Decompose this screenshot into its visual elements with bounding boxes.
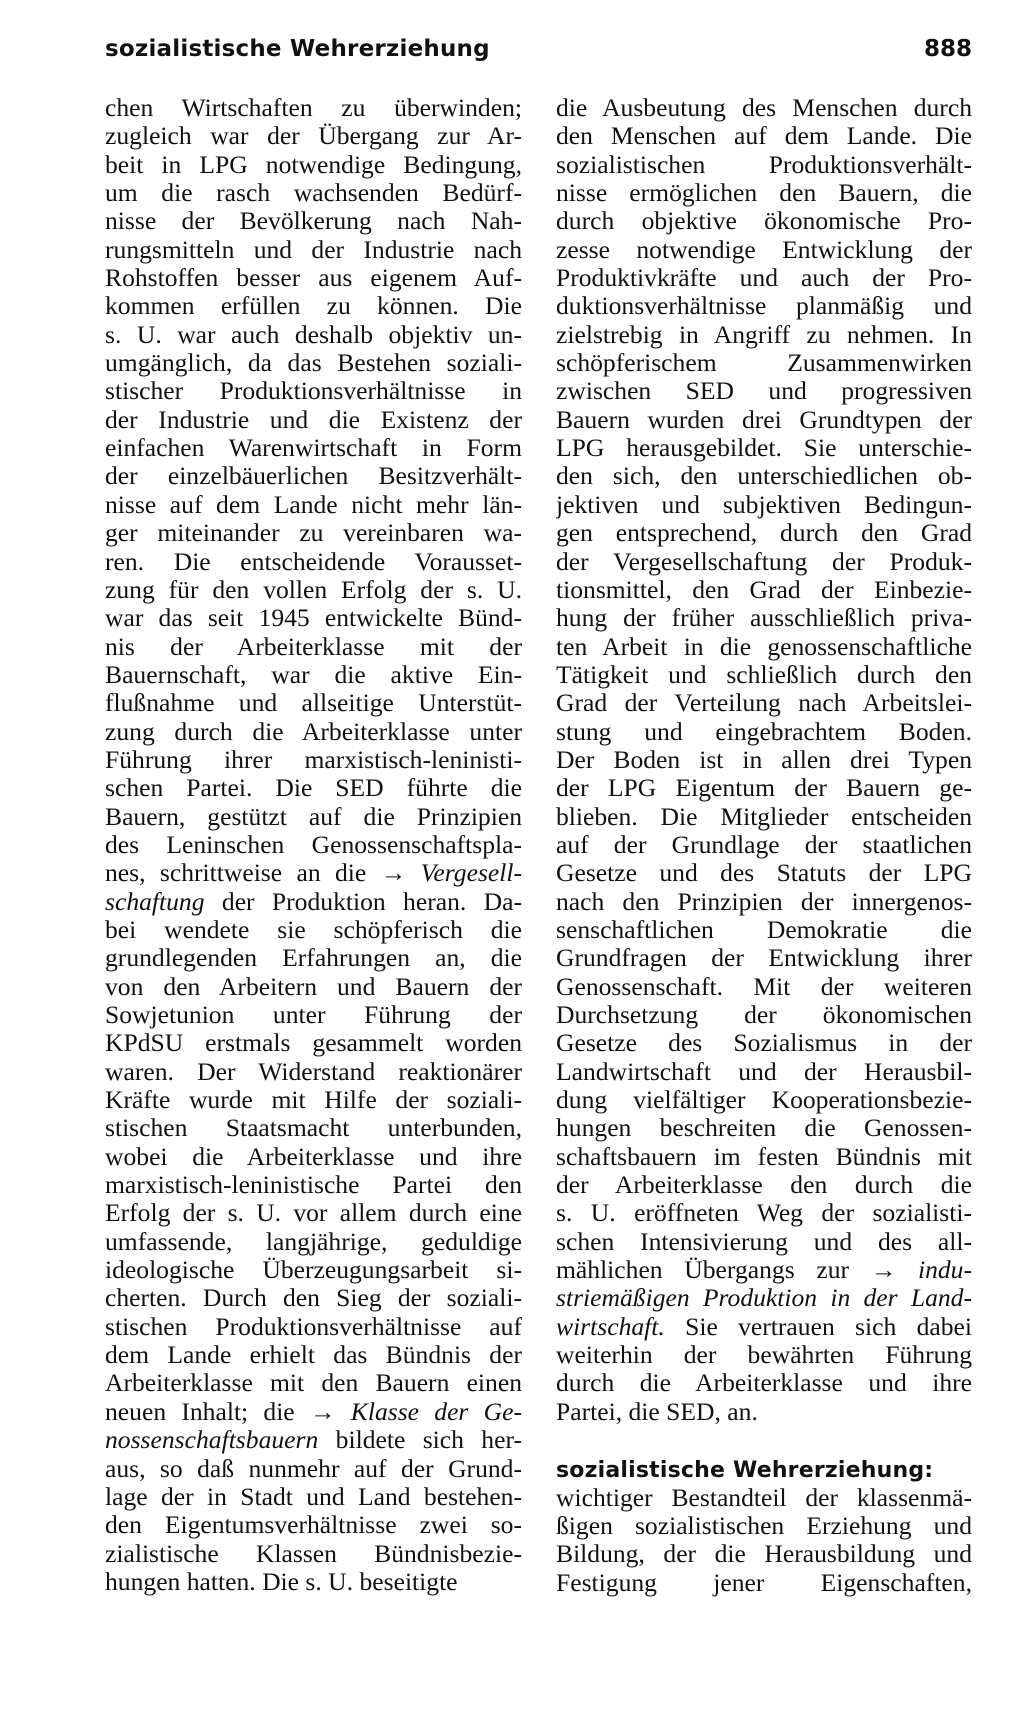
entry-headword-line (556, 1455, 972, 1483)
text-line: grundlegenden Erfahrungen an, die (105, 944, 522, 973)
text-line: aus, so daß nunmehr auf der Grund- (105, 1454, 522, 1483)
text-line: LPG herausgebildet. Sie unterschie- (556, 434, 972, 463)
text-line: zielstrebig in Angriff zu nehmen. In (556, 320, 972, 349)
text-line: durch objektive ökonomische Pro- (556, 207, 972, 236)
text-line: Der Boden ist in allen drei Typen (556, 745, 972, 774)
text-line: s. U. eröffneten Weg der sozialisti- (556, 1199, 972, 1228)
text-line: waren. Der Widerstand reaktionärer (105, 1057, 522, 1086)
text-line: schaftsbauern im festen Bündnis mit (556, 1142, 972, 1171)
text-line: Rohstoffen besser aus eigenem Auf- (105, 264, 522, 293)
running-head-title: sozialistische Wehrerziehung (105, 36, 490, 62)
text-line: der Vergesellschaftung der Produk- (556, 547, 972, 576)
text-line: lage der in Stadt und Land bestehen- (105, 1482, 522, 1511)
text-line: hungen beschreiten die Genossen- (556, 1114, 972, 1143)
text-line: zung durch die Arbeiterklasse unter (105, 717, 522, 746)
text-line: nach den Prinzipien der innergenos- (556, 887, 972, 916)
text-line: ren. Die entscheidende Vorausset- (105, 547, 522, 576)
text-line-with-cross-reference: mählichen Übergangs zur → indu- (556, 1256, 972, 1285)
text-line: marxistisch-leninistische Partei den (105, 1171, 522, 1200)
text-line: Gesetze des Sozialismus in der (556, 1029, 972, 1058)
cross-reference-link[interactable]: wirtschaft. (556, 1312, 665, 1341)
text-line: nisse auf dem Lande nicht mehr län- (105, 490, 522, 519)
text-line: Produktivkräfte und auch der Pro- (556, 264, 972, 293)
cross-reference-link[interactable]: indu- (917, 1256, 972, 1285)
text-line: die Ausbeutung des Menschen durch (556, 94, 972, 122)
text-line: s. U. war auch deshalb objektiv un- (105, 320, 522, 349)
cross-reference-arrow: → (380, 859, 407, 888)
text-line: den Eigentumsverhältnisse zwei so- (105, 1511, 522, 1540)
text-line: zung für den vollen Erfolg der s. U. (105, 575, 522, 604)
text-line: hung der früher ausschließlich priva- (556, 604, 972, 633)
cross-reference-link[interactable]: nossenschaftsbauern (105, 1426, 319, 1455)
text-line: wichtiger Bestandteil der klassenmä- (556, 1483, 972, 1512)
text-line: ger miteinander zu vereinbaren wa- (105, 519, 522, 548)
text-line: dem Lande erhielt das Bündnis der (105, 1341, 522, 1370)
text-line: weiterhin der bewährten Führung (556, 1341, 972, 1370)
cross-reference-link[interactable]: Klasse der Ge- (350, 1397, 522, 1426)
text-line: durch die Arbeiterklasse und ihre (556, 1369, 972, 1398)
text-line: beit in LPG notwendige Bedingung, (105, 150, 522, 179)
text-line: Grad der Verteilung nach Arbeitslei- (556, 689, 972, 718)
text-line: stung und eingebrachtem Boden. (556, 717, 972, 746)
text-line: der LPG Eigentum der Bauern ge- (556, 774, 972, 803)
text-line: Genossenschaft. Mit der weiteren (556, 972, 972, 1001)
text-line: war das seit 1945 entwickelte Bünd- (105, 604, 522, 633)
text-line-with-cross-reference: nossenschaftsbauern bildete sich her- (105, 1426, 522, 1455)
text-line: zwischen SED und progressiven (556, 377, 972, 406)
text-line: umfassende, langjährige, geduldige (105, 1227, 522, 1256)
text-line: stischen Staatsmacht unterbunden, (105, 1114, 522, 1143)
text-line: Bauern, gestützt auf die Prinzipien (105, 802, 522, 831)
text-line: einfachen Warenwirtschaft in Form (105, 434, 522, 463)
text-line: Landwirtschaft und der Herausbil- (556, 1057, 972, 1086)
text-line: den sich, den unterschiedlichen ob- (556, 462, 972, 491)
entry-headword: sozialistische Wehrerziehung: (556, 1458, 934, 1484)
text-line: Arbeiterklasse mit den Bauern einen (105, 1369, 522, 1398)
text-line-with-cross-reference: wirtschaft. Sie vertrauen sich dabei (556, 1312, 972, 1341)
cross-reference-arrow: → (309, 1397, 336, 1426)
right-column (556, 94, 972, 1597)
text-line: auf der Grundlage der staatlichen (556, 830, 972, 859)
text-line: ideologische Überzeugungsarbeit si- (105, 1256, 522, 1285)
text-line: duktionsverhältnisse planmäßig und (556, 292, 972, 321)
text-line: nis der Arbeiterklasse mit der (105, 632, 522, 661)
text-line: bei wendete sie schöpferisch die (105, 915, 522, 944)
text-line: schen Partei. Die SED führte die (105, 774, 522, 803)
cross-reference-link[interactable]: Vergesell- (420, 859, 522, 888)
text-line: der Industrie und die Existenz der (105, 405, 522, 434)
text-line: Partei, die SED, an. (556, 1397, 758, 1426)
left-column (105, 94, 522, 1596)
text-line: chen Wirtschaften zu überwinden; (105, 94, 522, 122)
text-line: ten Arbeit in die genossenschaftliche (556, 632, 972, 661)
text-line: der einzelbäuerlichen Besitzverhält- (105, 462, 522, 491)
text-line: dung vielfältiger Kooperationsbezie- (556, 1086, 972, 1115)
text-line: stischer Produktionsverhältnisse in (105, 377, 522, 406)
text-line: senschaftlichen Demokratie die (556, 915, 972, 944)
text-line: Durchsetzung der ökonomischen (556, 1001, 972, 1029)
text-line: Grundfragen der Entwicklung ihrer (556, 944, 972, 973)
cross-reference-link[interactable]: schaftung (105, 887, 205, 916)
text-line: wobei die Arbeiterklasse und ihre (105, 1142, 522, 1171)
text-line: Bauernschaft, war die aktive Ein- (105, 660, 522, 689)
text-line: flußnahme und allseitige Unterstüt- (105, 689, 522, 718)
cross-reference-arrow: → (870, 1256, 897, 1285)
text-line: Erfolg der s. U. vor allem durch eine (105, 1199, 522, 1228)
text-line: rungsmitteln und der Industrie nach (105, 235, 522, 264)
text-line: schen Intensivierung und des all- (556, 1227, 972, 1256)
text-line: Bildung, der die Herausbildung und (556, 1540, 972, 1569)
text-line: umgänglich, da das Bestehen soziali- (105, 349, 522, 378)
text-line: von den Arbeitern und Bauern der (105, 972, 522, 1001)
text-line: zesse notwendige Entwicklung der (556, 235, 972, 264)
text-line: Gesetze und des Statuts der LPG (556, 859, 972, 888)
text-line: des Leninschen Genossenschaftspla- (105, 830, 522, 859)
text-line: der Arbeiterklasse den durch die (556, 1171, 972, 1200)
text-line: kommen erfüllen zu können. Die (105, 292, 522, 321)
text-line-with-cross-reference: schaftung der Produktion heran. Da- (105, 887, 522, 916)
text-line: stischen Produktionsverhältnisse auf (105, 1312, 522, 1341)
text-line: Bauern wurden drei Grundtypen der (556, 405, 972, 434)
text-line: Kräfte wurde mit Hilfe der soziali- (105, 1086, 522, 1115)
text-line: um die rasch wachsenden Bedürf- (105, 179, 522, 208)
text-line: jektiven und subjektiven Bedingun- (556, 490, 972, 519)
entry-separator (556, 1426, 972, 1455)
text-line: zugleich war der Übergang zur Ar- (105, 122, 522, 151)
text-line-with-cross-reference: nes, schrittweise an die → Vergesell- (105, 859, 522, 888)
text-line: hungen hatten. Die s. U. beseitigte (105, 1567, 458, 1596)
text-line: zialistische Klassen Bündnisbezie- (105, 1539, 522, 1568)
text-line: ßigen sozialistischen Erziehung und (556, 1511, 972, 1540)
text-line: Festigung jener Eigenschaften, (556, 1568, 972, 1597)
text-line: den Menschen auf dem Lande. Die (556, 122, 972, 151)
text-line: schöpferischem Zusammenwirken (556, 349, 972, 378)
text-line-with-cross-reference: neuen Inhalt; die → Klasse der Ge- (105, 1397, 522, 1426)
text-line: KPdSU erstmals gesammelt worden (105, 1029, 522, 1058)
page-number: 888 (923, 36, 972, 62)
text-line: Sowjetunion unter Führung der (105, 1001, 522, 1029)
text-line-with-cross-reference (556, 1284, 972, 1312)
text-line: Tätigkeit und schließlich durch den (556, 660, 972, 689)
text-line: gen entsprechend, durch den Grad (556, 519, 972, 548)
text-line: tionsmittel, den Grad der Einbezie- (556, 575, 972, 604)
text-line: nisse ermöglichen den Bauern, die (556, 179, 972, 208)
text-line: cherten. Durch den Sieg der soziali- (105, 1284, 522, 1313)
text-line: Führung ihrer marxistisch-leninisti- (105, 745, 522, 774)
cross-reference-link[interactable]: striemäßigen Produktion in der Land- (556, 1284, 972, 1313)
text-line: blieben. Die Mitglieder entscheiden (556, 802, 972, 831)
text-line: nisse der Bevölkerung nach Nah- (105, 207, 522, 236)
text-line: sozialistischen Produktionsverhält- (556, 150, 972, 179)
